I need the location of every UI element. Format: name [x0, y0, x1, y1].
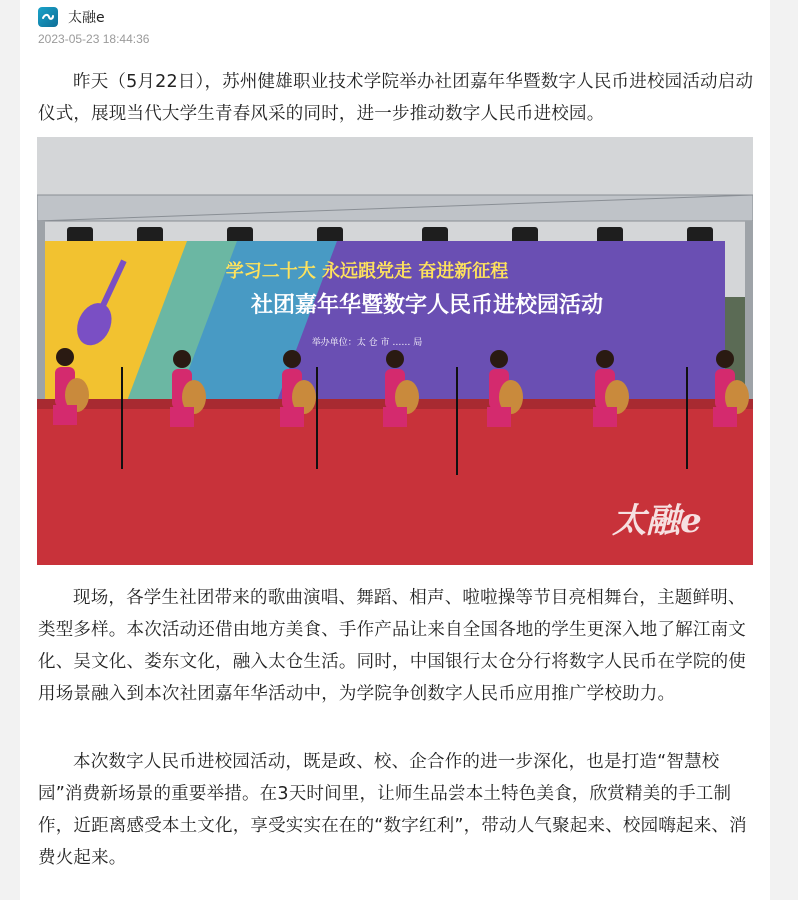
article-paragraph: 现场，各学生社团带来的歌曲演唱、舞蹈、相声、啦啦操等节目亮相舞台，主题鲜明、类型多样。本次活动还借由地方美食、手作产品让来自全国各地的学生更深入地了解江南文化、吴文化、娄东文化，融入太仓生活。同时，中国银行太仓分行将数字人民币在学院的使用场景融入到本次社团嘉年华活动中，为学院争创数字人民币应用推广学校助力。	[38, 588, 746, 704]
wave-logo-icon[interactable]	[38, 7, 58, 27]
banner-title: 社团嘉年华暨数字人民币进校园活动	[250, 293, 604, 318]
article-paragraph: 本次数字人民币进校园活动，既是政、校、企合作的进一步深化，也是打造“智慧校园”消费新场景的重要举措。在3天时间里，让师生品尝本土特色美食，欣赏精美的手工制作，近距离感受本土文化，享受实实在在的“数字红利”，带动人气聚起来、校园嗨起来、消费火起来。	[38, 752, 747, 868]
event-photo	[37, 137, 753, 565]
article-paragraph: 昨天（5月22日），苏州健雄职业技术学院举办社团嘉年华暨数字人民币进校园活动启动仪式，展现当代大学生青春风采的同时，进一步推动数字人民币进校园。	[38, 72, 754, 124]
post-header	[38, 6, 105, 28]
post-timestamp: 2023-05-23 18:44:36	[38, 32, 150, 46]
banner-headline: 学习二十大 永远跟党走 奋进新征程	[225, 261, 509, 282]
article-card	[20, 0, 770, 900]
photo-watermark: 太融e	[612, 501, 702, 541]
author-name[interactable]: 太融e	[68, 10, 105, 26]
banner-organizer: 举办单位：太 仓 市 …… 局	[311, 338, 423, 348]
